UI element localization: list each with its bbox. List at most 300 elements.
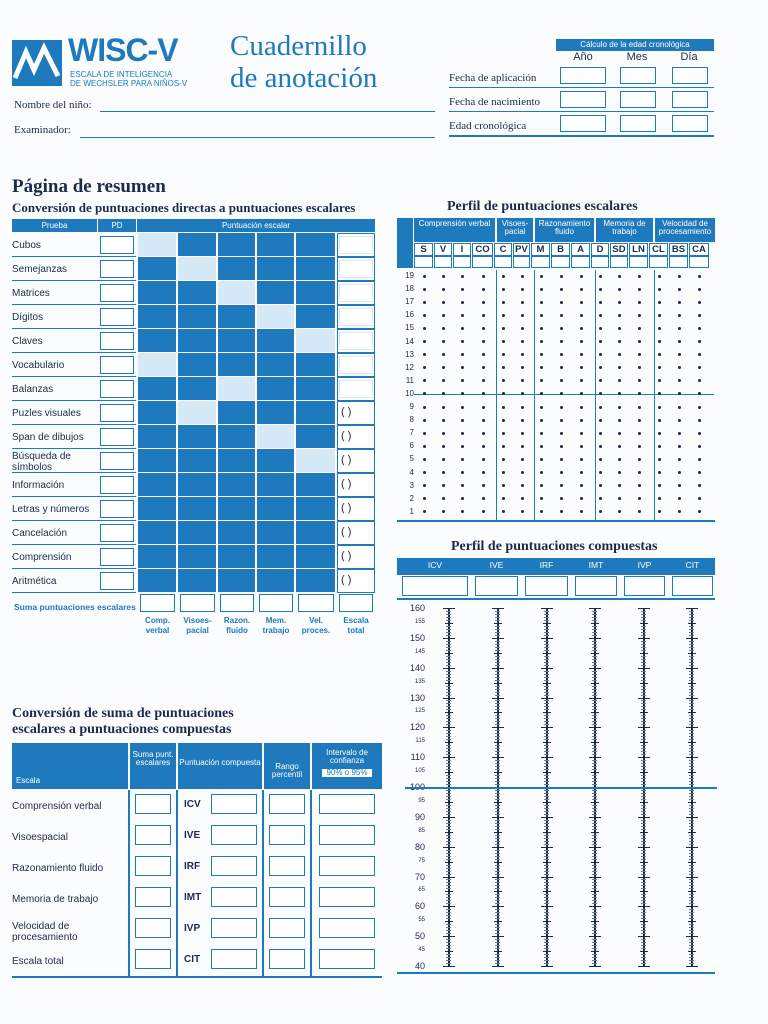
scaled-score-cell[interactable] bbox=[296, 329, 336, 353]
scaled-score-cell[interactable] bbox=[257, 305, 295, 329]
profile-point[interactable] bbox=[618, 471, 621, 474]
profile-point[interactable] bbox=[618, 419, 621, 422]
profile-point[interactable] bbox=[599, 366, 602, 369]
pd-input[interactable] bbox=[100, 260, 134, 278]
profile-point[interactable] bbox=[442, 301, 445, 304]
profile-point[interactable] bbox=[560, 510, 563, 513]
profile-point[interactable] bbox=[502, 327, 505, 330]
profile-point[interactable] bbox=[618, 275, 621, 278]
profile-point[interactable] bbox=[638, 510, 641, 513]
profile-point[interactable] bbox=[540, 458, 543, 461]
profile-point[interactable] bbox=[502, 288, 505, 291]
percentile-input[interactable] bbox=[269, 825, 305, 845]
profile-point[interactable] bbox=[658, 392, 661, 395]
profile-point[interactable] bbox=[618, 432, 621, 435]
scaled-score-input[interactable] bbox=[339, 356, 373, 374]
profile-point[interactable] bbox=[423, 366, 426, 369]
scaled-score-cell[interactable] bbox=[138, 233, 177, 257]
sum-scaled-input[interactable] bbox=[259, 594, 293, 612]
profile-point[interactable] bbox=[618, 510, 621, 513]
profile-point[interactable] bbox=[423, 301, 426, 304]
profile-point[interactable] bbox=[461, 432, 464, 435]
profile-point[interactable] bbox=[423, 327, 426, 330]
profile-point[interactable] bbox=[658, 510, 661, 513]
subtest-score-input[interactable] bbox=[414, 256, 433, 268]
profile-point[interactable] bbox=[678, 432, 681, 435]
profile-point[interactable] bbox=[618, 379, 621, 382]
profile-point[interactable] bbox=[442, 484, 445, 487]
profile-point[interactable] bbox=[482, 301, 485, 304]
composite-profile-input[interactable] bbox=[575, 576, 617, 596]
profile-point[interactable] bbox=[658, 484, 661, 487]
profile-point[interactable] bbox=[638, 301, 641, 304]
profile-point[interactable] bbox=[678, 327, 681, 330]
profile-point[interactable] bbox=[638, 471, 641, 474]
scaled-score-cell[interactable] bbox=[296, 449, 336, 473]
profile-point[interactable] bbox=[698, 353, 701, 356]
profile-point[interactable] bbox=[502, 510, 505, 513]
profile-point[interactable] bbox=[638, 432, 641, 435]
profile-point[interactable] bbox=[521, 471, 524, 474]
profile-point[interactable] bbox=[560, 484, 563, 487]
scaled-score-cell[interactable] bbox=[138, 353, 177, 377]
profile-point[interactable] bbox=[540, 497, 543, 500]
profile-point[interactable] bbox=[442, 366, 445, 369]
scaled-score-input[interactable] bbox=[339, 332, 373, 350]
sum-input[interactable] bbox=[135, 949, 171, 969]
pd-input[interactable] bbox=[100, 452, 134, 470]
pd-input[interactable] bbox=[100, 428, 134, 446]
pd-input[interactable] bbox=[100, 332, 134, 350]
application-month-input[interactable] bbox=[620, 67, 656, 84]
profile-point[interactable] bbox=[521, 484, 524, 487]
profile-point[interactable] bbox=[442, 432, 445, 435]
profile-point[interactable] bbox=[599, 432, 602, 435]
profile-point[interactable] bbox=[580, 510, 583, 513]
subtest-score-input[interactable] bbox=[591, 256, 609, 268]
profile-point[interactable] bbox=[442, 327, 445, 330]
profile-point[interactable] bbox=[678, 419, 681, 422]
profile-point[interactable] bbox=[678, 301, 681, 304]
profile-point[interactable] bbox=[658, 353, 661, 356]
profile-point[interactable] bbox=[423, 497, 426, 500]
composite-profile-input[interactable] bbox=[624, 576, 665, 596]
profile-point[interactable] bbox=[658, 406, 661, 409]
profile-point[interactable] bbox=[502, 445, 505, 448]
profile-point[interactable] bbox=[482, 379, 485, 382]
profile-point[interactable] bbox=[423, 419, 426, 422]
profile-point[interactable] bbox=[638, 314, 641, 317]
profile-point[interactable] bbox=[540, 366, 543, 369]
sum-scaled-input[interactable] bbox=[220, 594, 254, 612]
pd-input[interactable] bbox=[100, 236, 134, 254]
profile-point[interactable] bbox=[638, 484, 641, 487]
subtest-score-input[interactable] bbox=[610, 256, 628, 268]
profile-point[interactable] bbox=[482, 275, 485, 278]
subtest-score-input[interactable] bbox=[472, 256, 493, 268]
profile-point[interactable] bbox=[521, 510, 524, 513]
profile-point[interactable] bbox=[638, 392, 641, 395]
profile-point[interactable] bbox=[442, 458, 445, 461]
profile-point[interactable] bbox=[698, 419, 701, 422]
profile-point[interactable] bbox=[599, 484, 602, 487]
profile-point[interactable] bbox=[560, 406, 563, 409]
confidence-interval-input[interactable] bbox=[319, 794, 375, 814]
profile-point[interactable] bbox=[599, 301, 602, 304]
profile-point[interactable] bbox=[502, 392, 505, 395]
profile-point[interactable] bbox=[482, 366, 485, 369]
profile-point[interactable] bbox=[442, 275, 445, 278]
profile-point[interactable] bbox=[599, 419, 602, 422]
profile-point[interactable] bbox=[521, 340, 524, 343]
profile-point[interactable] bbox=[502, 340, 505, 343]
profile-point[interactable] bbox=[540, 301, 543, 304]
profile-point[interactable] bbox=[442, 510, 445, 513]
profile-point[interactable] bbox=[638, 353, 641, 356]
profile-point[interactable] bbox=[482, 353, 485, 356]
subtest-score-input[interactable] bbox=[571, 256, 590, 268]
percentile-input[interactable] bbox=[269, 887, 305, 907]
scaled-score-input[interactable] bbox=[339, 284, 373, 302]
profile-point[interactable] bbox=[599, 445, 602, 448]
profile-point[interactable] bbox=[540, 419, 543, 422]
profile-point[interactable] bbox=[521, 419, 524, 422]
profile-point[interactable] bbox=[482, 314, 485, 317]
profile-point[interactable] bbox=[618, 392, 621, 395]
subtest-score-input[interactable] bbox=[669, 256, 688, 268]
profile-point[interactable] bbox=[658, 340, 661, 343]
profile-point[interactable] bbox=[560, 471, 563, 474]
profile-point[interactable] bbox=[482, 340, 485, 343]
profile-point[interactable] bbox=[658, 497, 661, 500]
composite-profile-input[interactable] bbox=[402, 576, 468, 596]
scaled-score-cell[interactable] bbox=[178, 401, 217, 425]
confidence-interval-input[interactable] bbox=[319, 949, 375, 969]
subtest-score-input[interactable] bbox=[629, 256, 648, 268]
profile-point[interactable] bbox=[580, 458, 583, 461]
pd-input[interactable] bbox=[100, 380, 134, 398]
profile-point[interactable] bbox=[580, 497, 583, 500]
profile-point[interactable] bbox=[461, 392, 464, 395]
profile-point[interactable] bbox=[678, 484, 681, 487]
profile-point[interactable] bbox=[618, 406, 621, 409]
scaled-score-cell[interactable] bbox=[218, 377, 256, 401]
profile-point[interactable] bbox=[638, 419, 641, 422]
profile-point[interactable] bbox=[461, 379, 464, 382]
profile-point[interactable] bbox=[678, 497, 681, 500]
profile-point[interactable] bbox=[698, 484, 701, 487]
profile-point[interactable] bbox=[698, 497, 701, 500]
profile-point[interactable] bbox=[580, 392, 583, 395]
profile-point[interactable] bbox=[599, 497, 602, 500]
composite-profile-input[interactable] bbox=[525, 576, 568, 596]
profile-point[interactable] bbox=[678, 366, 681, 369]
percentile-input[interactable] bbox=[269, 949, 305, 969]
profile-point[interactable] bbox=[658, 432, 661, 435]
profile-point[interactable] bbox=[678, 288, 681, 291]
profile-point[interactable] bbox=[482, 458, 485, 461]
profile-point[interactable] bbox=[698, 471, 701, 474]
birth-day-input[interactable] bbox=[672, 91, 708, 108]
confidence-interval-input[interactable] bbox=[319, 918, 375, 938]
profile-point[interactable] bbox=[698, 288, 701, 291]
profile-point[interactable] bbox=[618, 353, 621, 356]
profile-point[interactable] bbox=[461, 314, 464, 317]
pd-input[interactable] bbox=[100, 524, 134, 542]
profile-point[interactable] bbox=[580, 288, 583, 291]
profile-point[interactable] bbox=[658, 314, 661, 317]
profile-point[interactable] bbox=[678, 458, 681, 461]
profile-point[interactable] bbox=[658, 471, 661, 474]
profile-point[interactable] bbox=[482, 484, 485, 487]
scaled-score-cell[interactable] bbox=[178, 257, 217, 281]
profile-point[interactable] bbox=[502, 314, 505, 317]
profile-point[interactable] bbox=[521, 445, 524, 448]
profile-point[interactable] bbox=[678, 353, 681, 356]
profile-point[interactable] bbox=[442, 392, 445, 395]
profile-point[interactable] bbox=[540, 327, 543, 330]
sum-scaled-input[interactable] bbox=[180, 594, 215, 612]
profile-point[interactable] bbox=[678, 510, 681, 513]
composite-score-input[interactable] bbox=[211, 794, 257, 814]
profile-point[interactable] bbox=[502, 458, 505, 461]
profile-point[interactable] bbox=[540, 392, 543, 395]
profile-point[interactable] bbox=[618, 445, 621, 448]
profile-point[interactable] bbox=[423, 458, 426, 461]
profile-point[interactable] bbox=[540, 432, 543, 435]
profile-point[interactable] bbox=[618, 340, 621, 343]
profile-point[interactable] bbox=[461, 510, 464, 513]
scaled-score-cell[interactable] bbox=[257, 425, 295, 449]
profile-point[interactable] bbox=[502, 353, 505, 356]
profile-point[interactable] bbox=[658, 275, 661, 278]
profile-point[interactable] bbox=[560, 497, 563, 500]
profile-point[interactable] bbox=[540, 510, 543, 513]
profile-point[interactable] bbox=[698, 432, 701, 435]
profile-point[interactable] bbox=[698, 379, 701, 382]
profile-point[interactable] bbox=[521, 406, 524, 409]
pd-input[interactable] bbox=[100, 548, 134, 566]
profile-point[interactable] bbox=[658, 327, 661, 330]
profile-point[interactable] bbox=[461, 327, 464, 330]
profile-point[interactable] bbox=[521, 458, 524, 461]
subtest-score-input[interactable] bbox=[434, 256, 452, 268]
profile-point[interactable] bbox=[599, 275, 602, 278]
profile-point[interactable] bbox=[502, 432, 505, 435]
profile-point[interactable] bbox=[658, 458, 661, 461]
profile-point[interactable] bbox=[599, 327, 602, 330]
profile-point[interactable] bbox=[698, 314, 701, 317]
profile-point[interactable] bbox=[461, 288, 464, 291]
profile-point[interactable] bbox=[658, 379, 661, 382]
profile-point[interactable] bbox=[461, 301, 464, 304]
profile-point[interactable] bbox=[678, 275, 681, 278]
profile-point[interactable] bbox=[678, 406, 681, 409]
profile-point[interactable] bbox=[618, 484, 621, 487]
profile-point[interactable] bbox=[560, 327, 563, 330]
profile-point[interactable] bbox=[442, 288, 445, 291]
profile-point[interactable] bbox=[482, 406, 485, 409]
profile-point[interactable] bbox=[461, 419, 464, 422]
profile-point[interactable] bbox=[521, 379, 524, 382]
profile-point[interactable] bbox=[599, 510, 602, 513]
profile-point[interactable] bbox=[502, 366, 505, 369]
profile-point[interactable] bbox=[580, 353, 583, 356]
profile-point[interactable] bbox=[482, 432, 485, 435]
profile-point[interactable] bbox=[658, 301, 661, 304]
profile-point[interactable] bbox=[618, 497, 621, 500]
profile-point[interactable] bbox=[461, 471, 464, 474]
pd-input[interactable] bbox=[100, 500, 134, 518]
profile-point[interactable] bbox=[638, 366, 641, 369]
profile-point[interactable] bbox=[502, 275, 505, 278]
composite-profile-input[interactable] bbox=[475, 576, 518, 596]
profile-point[interactable] bbox=[580, 406, 583, 409]
profile-point[interactable] bbox=[461, 497, 464, 500]
profile-point[interactable] bbox=[540, 445, 543, 448]
profile-point[interactable] bbox=[580, 275, 583, 278]
profile-point[interactable] bbox=[678, 471, 681, 474]
birth-year-input[interactable] bbox=[560, 91, 606, 108]
percentile-input[interactable] bbox=[269, 856, 305, 876]
profile-point[interactable] bbox=[442, 314, 445, 317]
scaled-score-input[interactable] bbox=[339, 236, 373, 254]
profile-point[interactable] bbox=[423, 353, 426, 356]
pd-input[interactable] bbox=[100, 404, 134, 422]
profile-point[interactable] bbox=[599, 288, 602, 291]
profile-point[interactable] bbox=[521, 392, 524, 395]
profile-point[interactable] bbox=[442, 379, 445, 382]
subtest-score-input[interactable] bbox=[453, 256, 471, 268]
profile-point[interactable] bbox=[638, 275, 641, 278]
profile-point[interactable] bbox=[461, 353, 464, 356]
profile-point[interactable] bbox=[560, 445, 563, 448]
sum-scaled-input[interactable] bbox=[140, 594, 175, 612]
profile-point[interactable] bbox=[638, 340, 641, 343]
profile-point[interactable] bbox=[560, 379, 563, 382]
profile-point[interactable] bbox=[580, 366, 583, 369]
intervalo-options[interactable]: 90% o 95% bbox=[322, 769, 372, 777]
birth-month-input[interactable] bbox=[620, 91, 656, 108]
profile-point[interactable] bbox=[540, 406, 543, 409]
confidence-interval-input[interactable] bbox=[319, 887, 375, 907]
profile-point[interactable] bbox=[698, 458, 701, 461]
profile-point[interactable] bbox=[461, 445, 464, 448]
profile-point[interactable] bbox=[423, 288, 426, 291]
profile-point[interactable] bbox=[423, 275, 426, 278]
profile-point[interactable] bbox=[678, 314, 681, 317]
profile-point[interactable] bbox=[618, 458, 621, 461]
profile-point[interactable] bbox=[638, 288, 641, 291]
profile-point[interactable] bbox=[442, 419, 445, 422]
profile-point[interactable] bbox=[521, 353, 524, 356]
profile-point[interactable] bbox=[638, 458, 641, 461]
profile-point[interactable] bbox=[442, 471, 445, 474]
composite-score-input[interactable] bbox=[211, 825, 257, 845]
profile-point[interactable] bbox=[698, 392, 701, 395]
profile-point[interactable] bbox=[423, 510, 426, 513]
profile-point[interactable] bbox=[461, 340, 464, 343]
subtest-score-input[interactable] bbox=[649, 256, 668, 268]
profile-point[interactable] bbox=[678, 340, 681, 343]
subtest-score-input[interactable] bbox=[689, 256, 709, 268]
chrono-month-input[interactable] bbox=[620, 115, 656, 132]
chrono-year-input[interactable] bbox=[560, 115, 606, 132]
profile-point[interactable] bbox=[638, 445, 641, 448]
profile-point[interactable] bbox=[698, 327, 701, 330]
profile-point[interactable] bbox=[540, 340, 543, 343]
profile-point[interactable] bbox=[698, 406, 701, 409]
sum-input[interactable] bbox=[135, 918, 171, 938]
profile-point[interactable] bbox=[540, 314, 543, 317]
profile-point[interactable] bbox=[482, 497, 485, 500]
profile-point[interactable] bbox=[560, 353, 563, 356]
pd-input[interactable] bbox=[100, 308, 134, 326]
profile-point[interactable] bbox=[502, 301, 505, 304]
profile-point[interactable] bbox=[599, 471, 602, 474]
profile-point[interactable] bbox=[580, 301, 583, 304]
sum-input[interactable] bbox=[135, 856, 171, 876]
profile-point[interactable] bbox=[461, 366, 464, 369]
confidence-interval-input[interactable] bbox=[319, 856, 375, 876]
profile-point[interactable] bbox=[599, 458, 602, 461]
profile-point[interactable] bbox=[580, 484, 583, 487]
profile-point[interactable] bbox=[560, 288, 563, 291]
profile-point[interactable] bbox=[698, 366, 701, 369]
profile-point[interactable] bbox=[423, 432, 426, 435]
profile-point[interactable] bbox=[678, 445, 681, 448]
profile-point[interactable] bbox=[482, 288, 485, 291]
profile-point[interactable] bbox=[423, 445, 426, 448]
profile-point[interactable] bbox=[599, 392, 602, 395]
confidence-interval-input[interactable] bbox=[319, 825, 375, 845]
profile-point[interactable] bbox=[482, 445, 485, 448]
profile-point[interactable] bbox=[618, 314, 621, 317]
sum-input[interactable] bbox=[135, 794, 171, 814]
profile-point[interactable] bbox=[618, 301, 621, 304]
profile-point[interactable] bbox=[599, 379, 602, 382]
subtest-score-input[interactable] bbox=[551, 256, 570, 268]
profile-point[interactable] bbox=[599, 314, 602, 317]
profile-point[interactable] bbox=[502, 406, 505, 409]
profile-point[interactable] bbox=[658, 419, 661, 422]
subtest-score-input[interactable] bbox=[494, 256, 512, 268]
profile-point[interactable] bbox=[618, 366, 621, 369]
sum-scaled-input[interactable] bbox=[339, 594, 373, 612]
profile-point[interactable] bbox=[599, 340, 602, 343]
profile-point[interactable] bbox=[502, 379, 505, 382]
composite-score-input[interactable] bbox=[211, 887, 257, 907]
profile-point[interactable] bbox=[580, 419, 583, 422]
profile-point[interactable] bbox=[540, 484, 543, 487]
scaled-score-input[interactable] bbox=[339, 380, 373, 398]
scaled-score-cell[interactable] bbox=[218, 281, 256, 305]
profile-point[interactable] bbox=[698, 275, 701, 278]
child-name-field[interactable] bbox=[100, 110, 435, 112]
profile-point[interactable] bbox=[540, 379, 543, 382]
profile-point[interactable] bbox=[521, 327, 524, 330]
composite-score-input[interactable] bbox=[211, 918, 257, 938]
profile-point[interactable] bbox=[580, 379, 583, 382]
profile-point[interactable] bbox=[461, 275, 464, 278]
profile-point[interactable] bbox=[560, 432, 563, 435]
sum-input[interactable] bbox=[135, 825, 171, 845]
profile-point[interactable] bbox=[461, 406, 464, 409]
percentile-input[interactable] bbox=[269, 794, 305, 814]
profile-point[interactable] bbox=[521, 301, 524, 304]
profile-point[interactable] bbox=[502, 419, 505, 422]
profile-point[interactable] bbox=[442, 340, 445, 343]
